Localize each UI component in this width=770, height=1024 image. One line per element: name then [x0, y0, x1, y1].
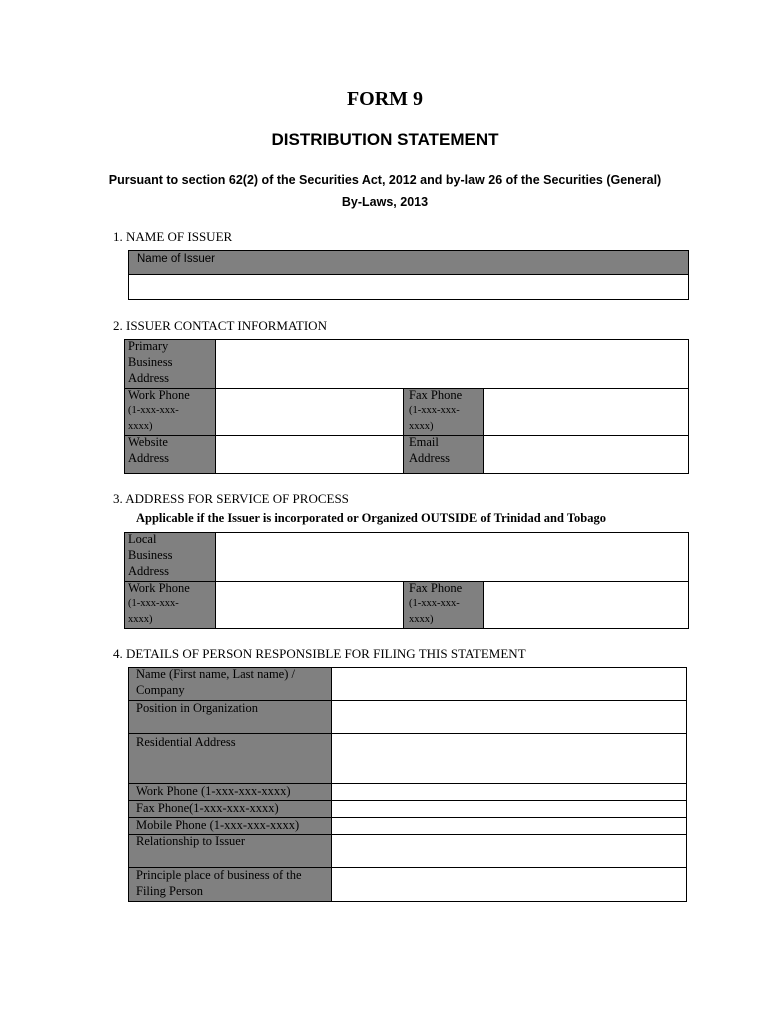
website-label-line-1: Website — [128, 435, 168, 449]
section-1-heading: 1. NAME OF ISSUER — [113, 229, 233, 244]
pursuant-line-1: Pursuant to section 62(2) of the Securities Act, 2012 and by-law 26 of the Securities (General) — [108, 173, 662, 187]
position-label: Position in Organization — [136, 701, 258, 715]
primary-address-label-line-2: Business — [128, 355, 173, 369]
sop-fax-phone-hint-line-2: xxxx) — [409, 614, 434, 625]
relationship-label-cell — [128, 834, 332, 868]
principal-place-label-line-2: Filing Person — [136, 884, 204, 898]
website-input[interactable] — [215, 435, 404, 474]
filer-fax-phone-input[interactable] — [331, 800, 687, 818]
work-phone-hint-line-2: xxxx) — [128, 421, 153, 432]
relationship-input[interactable] — [331, 834, 687, 868]
fax-phone-hint-line-1: (1-xxx-xxx- — [409, 405, 460, 416]
principal-place-label-cell — [128, 867, 332, 902]
local-address-input[interactable] — [215, 532, 689, 582]
filer-mobile-phone-input[interactable] — [331, 817, 687, 835]
primary-address-input[interactable] — [215, 339, 689, 389]
filer-mobile-phone-label: Mobile Phone (1-xxx-xxx-xxxx) — [136, 818, 300, 832]
filer-name-label-cell — [128, 667, 332, 701]
sop-work-phone-hint-line-2: xxxx) — [128, 614, 153, 625]
primary-address-label-line-3: Address — [128, 371, 169, 385]
sop-work-phone-label: Work Phone — [128, 581, 190, 595]
primary-address-label-line-1: Primary — [128, 339, 169, 353]
section-3-heading: 3. ADDRESS FOR SERVICE OF PROCESS — [113, 491, 349, 506]
issuer-name-input[interactable] — [128, 274, 689, 300]
form-number: FORM 9 — [346, 88, 424, 110]
email-input[interactable] — [483, 435, 689, 474]
filer-fax-phone-label: Fax Phone(1-xxx-xxx-xxxx) — [136, 801, 279, 815]
work-phone-input[interactable] — [215, 388, 404, 436]
filer-name-input[interactable] — [331, 667, 687, 701]
section-2-heading: 2. ISSUER CONTACT INFORMATION — [113, 318, 327, 333]
residential-address-label-cell — [128, 733, 332, 784]
email-label-line-2: Address — [409, 451, 450, 465]
principal-place-input[interactable] — [331, 867, 687, 902]
local-address-label-cell — [124, 532, 216, 582]
fax-phone-input[interactable] — [483, 388, 689, 436]
sop-work-phone-input[interactable] — [215, 581, 404, 629]
local-address-label-line-2: Business — [128, 548, 173, 562]
issuer-name-label-cell — [128, 250, 689, 275]
sop-fax-phone-hint-line-1: (1-xxx-xxx- — [409, 598, 460, 609]
filer-work-phone-label-cell — [128, 783, 332, 801]
form-title: DISTRIBUTION STATEMENT — [271, 130, 499, 149]
residential-address-input[interactable] — [331, 733, 687, 784]
website-label-line-2: Address — [128, 451, 169, 465]
relationship-label: Relationship to Issuer — [136, 834, 246, 848]
filer-work-phone-label: Work Phone (1-xxx-xxx-xxxx) — [136, 784, 291, 798]
position-input[interactable] — [331, 700, 687, 734]
filer-fax-phone-label-cell — [128, 800, 332, 818]
position-label-cell — [128, 700, 332, 734]
sop-fax-phone-input[interactable] — [483, 581, 689, 629]
email-label-cell — [403, 435, 484, 474]
section-4-heading: 4. DETAILS OF PERSON RESPONSIBLE FOR FILING THIS STATEMENT — [113, 646, 526, 661]
email-label-line-1: Email — [409, 435, 439, 449]
pursuant-line-2: By-Laws, 2013 — [341, 195, 429, 209]
fax-phone-hint-line-2: xxxx) — [409, 421, 434, 432]
fax-phone-label-cell — [403, 388, 484, 436]
issuer-name-label: Name of Issuer — [137, 253, 215, 265]
local-address-label-line-3: Address — [128, 564, 169, 578]
sop-work-phone-hint-line-1: (1-xxx-xxx- — [128, 598, 179, 609]
website-label-cell — [124, 435, 216, 474]
section-3-note: Applicable if the Issuer is incorporated or Organized OUTSIDE of Trinidad and Tobago — [136, 511, 606, 525]
work-phone-label: Work Phone — [128, 388, 190, 402]
sop-fax-phone-label: Fax Phone — [409, 581, 463, 595]
filer-name-label-line-2: Company — [136, 683, 185, 697]
filer-work-phone-input[interactable] — [331, 783, 687, 801]
work-phone-hint-line-1: (1-xxx-xxx- — [128, 405, 179, 416]
sop-work-phone-label-cell — [124, 581, 216, 629]
fax-phone-label: Fax Phone — [409, 388, 463, 402]
filer-name-label-line-1: Name (First name, Last name) / — [136, 667, 295, 681]
local-address-label-line-1: Local — [128, 532, 157, 546]
work-phone-label-cell — [124, 388, 216, 436]
sop-fax-phone-label-cell — [403, 581, 484, 629]
principal-place-label-line-1: Principle place of business of the — [136, 868, 302, 882]
residential-address-label: Residential Address — [136, 735, 236, 749]
primary-address-label-cell — [124, 339, 216, 389]
